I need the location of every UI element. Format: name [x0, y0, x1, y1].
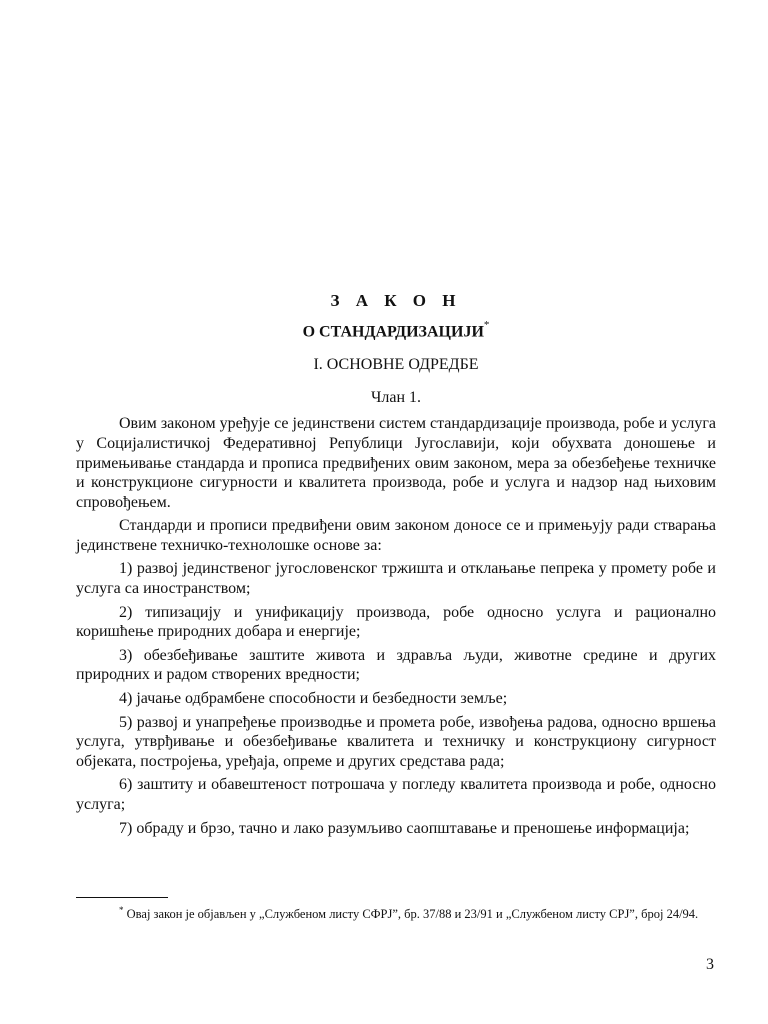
list-item-3: 3) обезбеђивање заштите живота и здравља људи, животне средине и других природних и радом створених вредности; [76, 646, 716, 684]
footnote [76, 902, 716, 922]
law-title: З А К О Н [330, 291, 462, 310]
article-heading: Члан 1. [370, 389, 422, 407]
list-item-7: 7) обраду и брзо, тачно и лако разумљиво саопштавање и преношење информација; [119, 819, 690, 837]
list-item-6: 6) заштиту и обавештеност потрошача у погледу квалитета производа и робе, односно услуга; [76, 776, 716, 814]
page-number: 3 [706, 956, 714, 973]
list-item-5: 5) развој и унапређење производње и промета робе, извођења радова, односно вршења услуга, утврђивање и обезбеђивање квалитета и техничку и конструкциону сигурност објеката, постројења, уређаја, опреме и других средстава рада; [76, 713, 716, 770]
footnote-marker: * [119, 905, 124, 915]
list-item-2: 2) типизацију и унификацију производа, робе односно услуга и рационално коришћење природних добара и енергије; [76, 603, 716, 641]
law-subtitle-text: О СТАНДАРДИЗАЦИЈИ [302, 323, 484, 341]
document-page [76, 290, 716, 842]
footnote-text: Овај закон је објављен у „Службеном листу СФРЈ”, бр. 37/88 и 23/91 и „Службеном листу СРЈ”, број 24/94. [123, 907, 699, 922]
footnote-reference: * [483, 319, 490, 331]
law-subtitle [76, 316, 716, 343]
footnote-divider [76, 897, 168, 898]
list-item-4: 4) јачање одбрамбене способности и безбедности земље; [119, 690, 508, 708]
section-heading: I. ОСНОВНЕ ОДРЕДБЕ [313, 356, 479, 374]
paragraph-purpose: Стандарди и прописи предвиђени овим законом доносе се и примењују ради стварања јединствене техничко-технолошке основе за: [76, 517, 716, 554]
paragraph-intro: Овим законом уређује се јединствени систем стандардизације производа, робе и услуга у Социјалистичкој Федеративној Републици Југославији, који обухвата доношење и примењивање стандарда и прописа предвиђених овим законом, мера за обезбеђење техничке и конструкционе сигурности и квалитета производа, робе и услуга и надзор над њиховим спровођењем. [76, 415, 716, 511]
list-item-1: 1) развој јединственог југословенског тржишта и отклањање пепрека у промету робе и услуга са иностранством; [76, 560, 716, 598]
article-body [76, 414, 716, 838]
